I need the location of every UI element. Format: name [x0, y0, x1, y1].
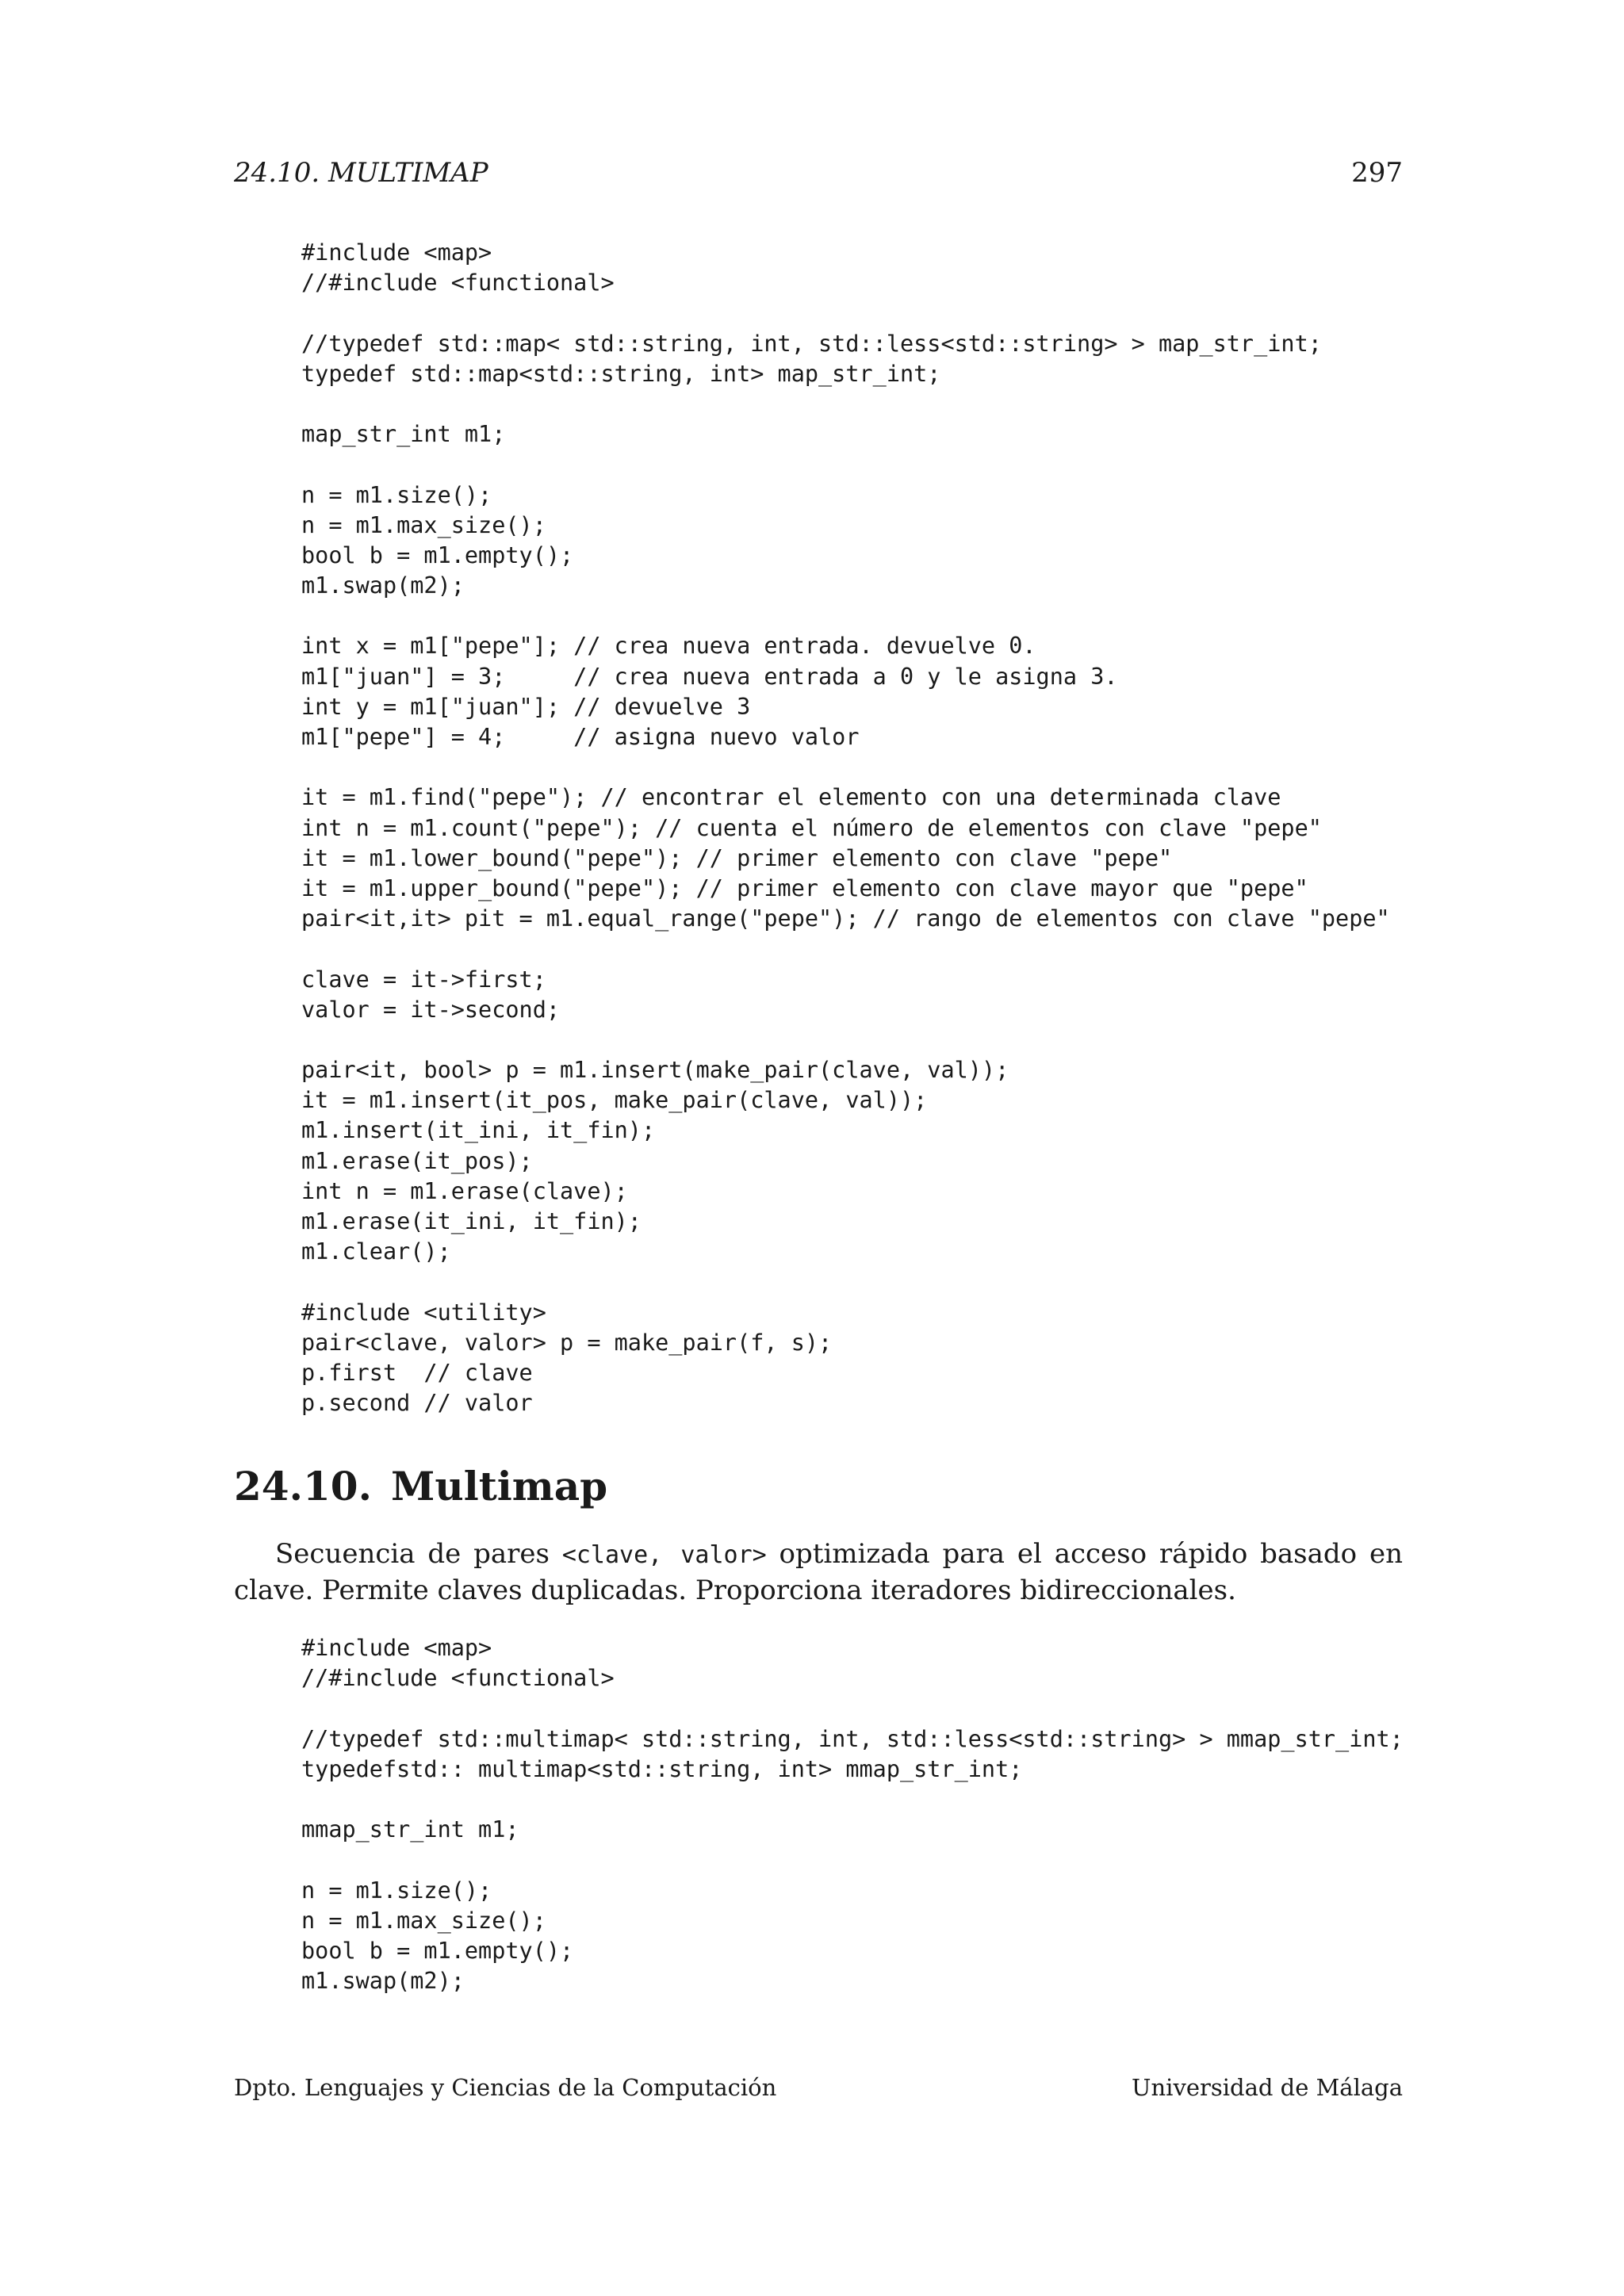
code-line: p.first // clave: [301, 1359, 533, 1386]
code-line: #include <utility>: [301, 1299, 546, 1326]
code-line: p.second // valor: [301, 1390, 533, 1417]
code-line: int y = m1["juan"]; // devuelve 3: [301, 693, 751, 720]
code-line: [301, 752, 1390, 783]
page-number: 297: [1351, 157, 1403, 189]
code-line: [301, 1785, 1404, 1815]
paragraph-text-start: Secuencia de pares: [275, 1538, 562, 1570]
code-line: pair<clave, valor> p = make_pair(f, s);: [301, 1329, 833, 1356]
section-number: 24.10.: [234, 1463, 372, 1510]
code-line: [301, 601, 1390, 631]
code-line: map_str_int m1;: [301, 421, 506, 448]
paragraph-text-end: optimizada para el acceso rápido basado en clave. Permite claves duplicadas. Proporciona iteradores bidireccionales.: [234, 1538, 1403, 1606]
code-line: bool b = m1.empty();: [301, 1937, 574, 1964]
code-line: n = m1.max_size();: [301, 511, 546, 538]
code-line: [301, 1693, 1404, 1724]
inline-code: <clave, valor>: [561, 1541, 767, 1569]
code-line: it = m1.lower_bound("pepe"); // primer elemento con clave "pepe": [301, 844, 1173, 871]
code-line: m1["juan"] = 3; // crea nueva entrada a 0 y le asigna 3.: [301, 663, 1118, 690]
code-line: int n = m1.erase(clave);: [301, 1177, 628, 1204]
code-line: [301, 1845, 1404, 1875]
code-line: [301, 1267, 1390, 1297]
footer-department: Dpto. Lenguajes y Ciencias de la Computación: [234, 2074, 777, 2101]
code-line: bool b = m1.empty();: [301, 541, 574, 568]
code-line: pair<it, bool> p = m1.insert(make_pair(clave, val));: [301, 1057, 1009, 1084]
code-block-map: [301, 238, 1390, 1418]
section-paragraph: [234, 1536, 1403, 1608]
code-line: int n = m1.count("pepe"); // cuenta el número de elementos con clave "pepe": [301, 814, 1322, 841]
code-line: int x = m1["pepe"]; // crea nueva entrada. devuelve 0.: [301, 633, 1036, 660]
code-line: #include <map>: [301, 1635, 492, 1661]
code-line: [301, 298, 1390, 328]
code-line: [301, 450, 1390, 480]
code-line: //#include <functional>: [301, 1665, 615, 1692]
code-line: [301, 934, 1390, 964]
code-line: it = m1.find("pepe"); // encontrar el elemento con una determinada clave: [301, 784, 1281, 811]
code-line: typedefstd:: multimap<std::string, int> mmap_str_int;: [301, 1755, 1023, 1782]
code-line: m1.erase(it_ini, it_fin);: [301, 1208, 642, 1234]
code-line: m1.swap(m2);: [301, 1968, 465, 1995]
code-line: clave = it->first;: [301, 966, 546, 993]
code-line: valor = it->second;: [301, 996, 561, 1023]
code-line: //typedef std::map< std::string, int, std::less<std::string> > map_str_int;: [301, 330, 1322, 357]
code-line: //typedef std::multimap< std::string, int, std::less<std::string> > mmap_str_int;: [301, 1725, 1404, 1752]
code-line: m1.erase(it_pos);: [301, 1147, 533, 1174]
code-line: m1.swap(m2);: [301, 572, 465, 599]
code-line: n = m1.size();: [301, 1877, 492, 1904]
code-block-multimap: [301, 1633, 1404, 1996]
running-head: [234, 157, 1403, 189]
code-line: it = m1.upper_bound("pepe"); // primer elemento con clave mayor que "pepe": [301, 874, 1308, 901]
code-line: mmap_str_int m1;: [301, 1816, 519, 1843]
footer-university: Universidad de Málaga: [1132, 2074, 1403, 2101]
code-line: m1.insert(it_ini, it_fin);: [301, 1117, 656, 1144]
section-heading-multimap: [234, 1463, 607, 1510]
code-line: pair<it,it> pit = m1.equal_range("pepe"); // rango de elementos con clave "pepe": [301, 905, 1390, 932]
section-title: Multimap: [391, 1463, 608, 1510]
code-line: m1.clear();: [301, 1238, 451, 1265]
code-line: m1["pepe"] = 4; // asigna nuevo valor: [301, 724, 860, 750]
code-line: typedef std::map<std::string, int> map_str_int;: [301, 360, 941, 387]
running-head-title: 24.10. MULTIMAP: [234, 157, 488, 189]
code-line: #include <map>: [301, 239, 492, 266]
code-line: [301, 389, 1390, 419]
page-footer: [234, 2074, 1403, 2101]
code-line: //#include <functional>: [301, 270, 615, 297]
code-line: [301, 1025, 1390, 1055]
code-line: n = m1.max_size();: [301, 1907, 546, 1934]
code-line: it = m1.insert(it_pos, make_pair(clave, val));: [301, 1087, 928, 1114]
code-line: n = m1.size();: [301, 481, 492, 508]
